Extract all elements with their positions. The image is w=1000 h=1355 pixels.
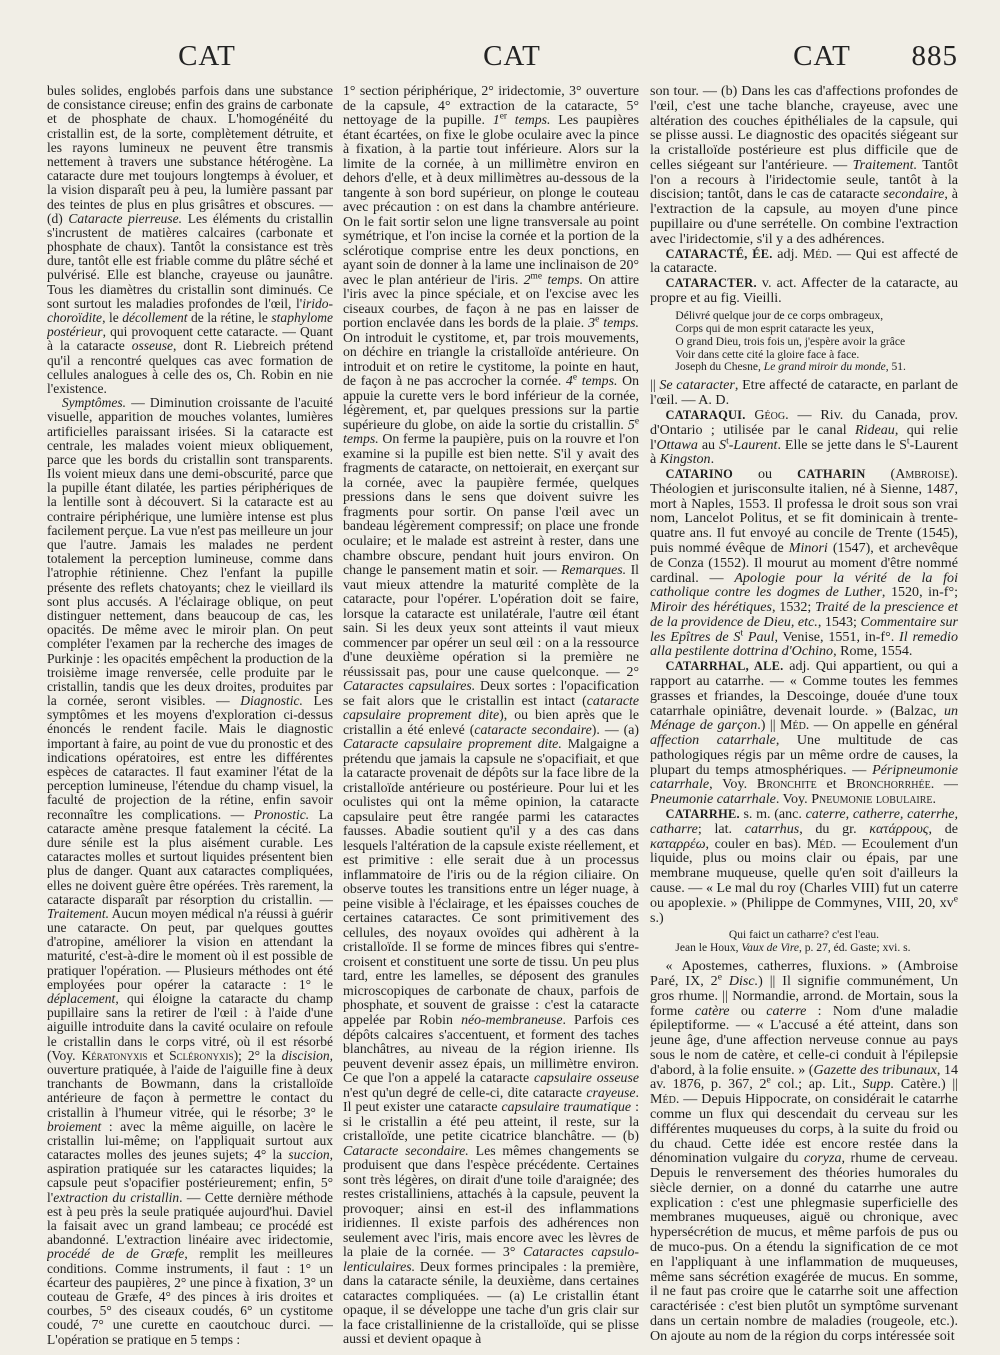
text-run: Tantôt l'on a recours à l'iridectomie seule, tantôt à la discision; tantôt, dans le cas de cataracte: [650, 156, 958, 203]
text-run: , Venise, 1551, in-f°.: [774, 628, 900, 645]
text-run: , 14 av. 1876, p. 367, 2: [650, 1061, 958, 1093]
small-caps-run: Scléronyxis: [169, 1047, 234, 1063]
verse-quote: [675, 310, 958, 375]
text-run: , à l'extraction de la capsule, au moyen d'une pince pupillaire ou d'une serrételle. On combine l'extraction avec l'iridectomie, s'il y a des adhérences.: [650, 186, 958, 247]
italic-run: cataracte capsulaire proprement dite: [343, 692, 639, 723]
headword: CATARRHAL, ALE.: [665, 659, 784, 674]
small-caps-run: Méd.: [802, 245, 833, 262]
text-run: 1° section périphérique, 2° iridectomie, 3° ouverture de la capsule, 4° extraction de la cataracte, 5° nettoyage de la pupille.: [343, 84, 639, 128]
italic-run: Minori: [788, 539, 828, 556]
text-run: ou: [733, 466, 798, 483]
text-run: , du gr.: [799, 820, 870, 837]
text-run: , p. 27, éd. Gaste; xvi. s.: [799, 942, 911, 955]
text-run: , qui provoquent cette cataracte. — Quant à la cataracte: [47, 324, 333, 354]
text-run: n'est qu'un degré de celle-ci, dite cataracte: [343, 1084, 587, 1100]
text-run: — Qui est affecté de la cataracte.: [650, 245, 958, 277]
text-run: Il vaut mieux attendre la maturité complète de la cataracte, pour l'opérer. L'opération doit se faire, lorsque la cataracte est unilatérale, l'autre œil étant sain. Si les deux yeux sont atteints il vaut mieux commencer par opérer un seul œil : on a la ressource d'une deuxième opération si la première ne réussissait pas, pour une cause quelconque. — 2°: [343, 562, 639, 679]
text-run: . Elle se jette dans le S: [777, 436, 907, 453]
italic-run: déplacement: [47, 991, 116, 1006]
italic-run: Le grand miroir du monde: [763, 361, 886, 374]
text-run: . —: [930, 776, 958, 793]
italic-run: 2: [523, 271, 531, 287]
italic-run: 4: [565, 373, 573, 389]
text-run: Joseph du Chesne,: [675, 361, 764, 374]
text-run: -Laurent à: [650, 436, 958, 468]
italic-run: Symptômes.: [61, 395, 127, 411]
text-run: — Riv. du Canada, prov. d'Ontario ; utilisée par le canal: [650, 406, 958, 438]
entry-paragraph: [650, 467, 958, 659]
superscript: e: [717, 971, 722, 983]
text-run: « Apostemes, catherres, fluxions. » (Ambroise Paré, IX, 2: [650, 958, 958, 989]
text-run: au: [697, 436, 720, 453]
italic-run: κατάρρους: [869, 820, 929, 837]
verse-line: Voir dans cette cité la gloire face à face.: [675, 348, 860, 361]
headword: CATARRHE.: [665, 807, 740, 822]
italic-run: affection catarrhale: [650, 732, 776, 749]
italic-run: 5: [627, 416, 635, 432]
text-run: , Etre affecté de cataracte, en parlant de l'œil. — A. D.: [650, 377, 958, 409]
italic-run: Supp.: [862, 1076, 895, 1093]
italic-run: procédé de de Græfe: [47, 1246, 185, 1262]
text-run: , dont R. Liebreich prétend qu'il a rencontré quelques cas avec formation de cellules analogues à celle des os, Ch. Robin en nie l'existence.: [47, 338, 333, 396]
text-run: , remplit les meilleures conditions. Comme instruments, il faut : 1° un écarteur des paupières, 2° une pince à fixation, 3° un couteau de Græfe, 4° des pinces à iris droites et courbes, 5° des ciseaux coudés, 6° un cystitome coudé, 7° une curette en caoutchouc durci. — L'opération se pratique en 5 temps :: [47, 1246, 333, 1346]
italic-run: catarrhus: [744, 820, 800, 837]
text-run: , 1543;: [817, 613, 861, 630]
verse-line: Qui faict un catharre? c'est l'eau.: [728, 929, 880, 942]
italic-run: Commentaire sur les Epîtres de S: [650, 613, 958, 645]
superscript: e: [572, 372, 577, 383]
text-run: Malgaigne a prétendu que jamais la capsule ne s'opacifiait, et que la cataracte provenait de dépôts sur la face libre de la cristalloïde antérieure ou postérieure. Pour lui et les oculistes qui ont la même opinion, la cataracte capsulaire peut être rangée parmi les cataractes fausses. Abadie soutient qu'il y a des cas dans lesquels l'altération de la capsule existe réellement, et est primitive : elle serait due à un processus inflammatoire de l'iris ou de la région ciliaire. On observe toutes les transitions entre un léger nuage, à peine visible à l'éclairage, et les épaisses couches de certaines cataractes. Ce sont primitivement des cellules, des noyaux ovoïdes qui adhèrent à la cristalloïde. Il se forme de minces fibres qui s'entre-croisent et constituent une sorte de tissu. Un peu plus tard, entre les lamelles, se déposent des granules microscopiques de carbonate de chaux, parfois de phosphate, et souvent de graisse : c'est la cataracte appelée par Robin: [343, 736, 639, 1027]
italic-run: catère: [694, 1002, 730, 1019]
italic-run: osseuse: [131, 338, 173, 354]
italic-run: temps.: [599, 315, 639, 331]
verse-line: Délivré quelque jour de ce corps ombrageux,: [675, 309, 884, 322]
italic-run: discision: [281, 1047, 330, 1063]
entry-paragraph: [47, 84, 333, 396]
text-run: Les paupières étant écartées, on fixe le globe oculaire avec la pince à fixation, à la partie tout inférieure. Alors sur la limite de la cornée, à un millimètre environ en dehors d'elle, et à deux millimètres au-dessous de la tangente à son bord supérieur, on plonge le couteau avec précaution : on est dans la chambre antérieure. On le fait sortir selon une ligne transversale au point symétrique, et l'on incise la cornée et la portion de la sclérotique comprise entre les deux ponctions, en ayant soin de donner à la lame une inclinaison de 20° avec le plan antérieur de l'iris.: [343, 112, 639, 287]
text-run: On appuie la curette vers le bord inférieur de la cornée, légèrement, et, par quelques pressions sur la partie supérieure du globe, on aide la sortie du cristallin.: [343, 373, 639, 432]
text-column-1: [47, 84, 333, 1346]
text-run: bules solides, englobés parfois dans une substance de consistance cireuse; enfin des grains de carbonate et de phosphate de chaux. L'homogénéité du cristallin est, de la sorte, complètement détruite, et les rayons lumineux ne peuvent être transmis nettement à travers une substance hétérogène. La cataracte dure met toujours longtemps à évoluer, et la vision disparaît peu à peu, la lumière passant par des teintes de plus en plus grisâtres et obscures. — (d): [47, 84, 333, 226]
italic-run: καταρρέω: [650, 835, 706, 852]
text-column-2: [343, 84, 639, 1346]
headword: CATARAQUI.: [665, 407, 746, 422]
text-run: , couler en bas).: [705, 835, 807, 852]
italic-run: crayeuse: [586, 1084, 636, 1100]
headword: CATARACTER.: [665, 276, 757, 291]
text-run: s. m. (anc.: [739, 806, 806, 823]
italic-run: Cataracte capsulaire proprement dite.: [343, 736, 562, 752]
italic-run: néo-membraneuse: [461, 1012, 563, 1027]
italic-run: broiement: [47, 1118, 102, 1134]
superscript: e: [634, 416, 639, 427]
text-run: et: [816, 776, 847, 793]
text-run: adj. Qui appartient, ou qui a rapport au catarrhe. — « Comme toutes les femmes grasses et friandes, la Descoinge, douée d'une toux catarrhale opiniâtre, devenait lourde. » (Balzac,: [650, 658, 958, 719]
italic-run: S: [719, 436, 727, 453]
text-run: . — Cette dernière méthode est à peu près la seule pratiquée aujourd'hui. Daviel la faisait avec un grand lambeau; ce procédé est abandonné. L'extraction linéaire avec iridectomie,: [47, 1189, 333, 1248]
text-run: , le: [102, 310, 123, 325]
italic-run: un Ménage de garçon: [650, 702, 958, 734]
text-run: — On appelle en général: [809, 717, 958, 734]
small-caps-run: Bronchorrhée: [846, 776, 931, 793]
running-head-left: CAT: [178, 40, 236, 72]
text-run: ); 2° la: [233, 1047, 282, 1063]
text-run: Les symptômes et les moyens d'exploration ci-dessus énoncés le rendent facile. Mais le diagnostic important à faire, au point de vue du pronostic et des indications opératoires, est entre les différentes espèces de cataractes. Il faut examiner l'état de la perception lumineuse, l'étendue du champ visuel, la faculté de projection de la rétine, enfin savoir reconnaître les complications. —: [47, 693, 333, 822]
headword: CATARINO: [665, 467, 734, 482]
small-caps-run: Kératonyxis: [81, 1047, 148, 1063]
text-run: . Il peut exister une cataracte: [343, 1084, 639, 1115]
italic-run: temps.: [577, 373, 618, 389]
small-caps-run: Méd.: [806, 835, 837, 852]
page-number: 885: [911, 40, 958, 72]
entry-paragraph: [650, 807, 958, 925]
text-run: , qui relie l': [650, 421, 958, 453]
text-run: Les éléments du cristallin s'incrustent de matières calcaires (carbonate et phosphate de chaux). Tantôt la consistance est très dure, tantôt elle est friable comme du plâtre séché et pulvérisé. Elle est blanche, crayeuse ou jaunâtre. Tous les diamètres du cristallin sont diminués. Ce sont surtout les maladies profondes de l'œil, l': [47, 210, 333, 311]
small-caps-run: Bronchite: [756, 776, 817, 793]
text-run: (: [865, 466, 896, 483]
superscript: t: [726, 434, 729, 446]
text-run: Jean le Houx,: [675, 942, 742, 955]
text-run: , aspiration pratiquée sur les cataractes liquides; la capsule peut s'opacifier postérieurement; enfin, 5° l': [47, 1147, 333, 1205]
entry-paragraph: [343, 84, 639, 1346]
text-run: .: [932, 791, 937, 808]
entry-paragraph: [650, 378, 958, 408]
text-run: Deux formes principales : la première, dans la cataracte sénile, la deuxième, dans certaines cataractes compliquées. — (a) Le cristallin étant opaque, il se développe une tache d'un gris clair sur la face cristallinienne de la cristalloïde, qui se plisse aussi et devient opaque à: [343, 1258, 639, 1346]
text-run: ) || Il signifie communément, Un gros rhume. || Normandie, arrond. de Mortain, sous la forme: [650, 972, 958, 1019]
text-run: — Depuis Hippocrate, on considérait le catarrhe comme un flux qui descendait du cerveau sur les différentes muqueuses du corps, à la suite du froid ou du chaud. Cette idée est encore restée dans la dénomination vulgaire du: [650, 1091, 958, 1167]
text-run: ou: [729, 1002, 767, 1019]
verse-line: Corps qui de mon esprit cataracte les yeux,: [675, 322, 874, 335]
superscript: t: [906, 434, 910, 446]
text-run: [722, 973, 729, 989]
text-run: .: [710, 451, 715, 468]
italic-run: Cataractes capsulo-lenticulaires.: [343, 1244, 639, 1274]
italic-run: -Laurent: [728, 436, 778, 453]
entry-paragraph: [650, 276, 958, 306]
text-column-3: [650, 84, 958, 1346]
superscript: e: [953, 893, 958, 905]
text-run: , ouverture pratiquée, à l'aide de l'aiguille fine à deux tranchants de Bowmann, dans la cristalloïde antérieure de façon à permettre le contact du cristallin à l'humeur vitrée, qui le résorbe; 3° le: [47, 1047, 333, 1120]
italic-run: décollement: [122, 310, 188, 325]
text-run: col.; ap. Lit.,: [770, 1076, 863, 1093]
text-run: Aucun moyen médical n'a réussi à guérir une cataracte. On peut, par quelques gouttes d'atropine, améliorer la vision en attendant la maturité, c'est-à-dire le moment où il est possible de pratiquer l'opération. — Plusieurs méthodes ont été employées pour opérer la cataracte : 1° le: [47, 905, 333, 992]
superscript: e: [766, 1074, 771, 1086]
superscript: e: [595, 314, 600, 325]
text-run: , de: [928, 820, 958, 837]
text-run: , Voy.: [709, 776, 757, 793]
italic-run: extraction du cristallin: [53, 1189, 180, 1205]
italic-run: staphylome postérieur: [47, 310, 333, 340]
italic-run: Rideau: [854, 421, 895, 438]
text-run: Deux sortes : l'opacification se fait alors que le cristallin est intact (: [343, 678, 639, 708]
entry-paragraph: [650, 959, 958, 1343]
italic-run: temps.: [542, 271, 584, 287]
text-run: On introduit le cystitome, et, par trois mouvements, on déchire en triangle la cristalloïde antérieure. On introduit et on retire le cystitome, la pointe en haut, de façon à ne pas accrocher la cornée.: [343, 329, 639, 389]
italic-run: secondaire: [883, 186, 945, 203]
running-head-right: CAT: [793, 40, 851, 72]
italic-run: Disc.: [728, 972, 759, 989]
italic-run: caterre, catherre, caterrhe, catharre: [650, 806, 958, 837]
italic-run: Apologie pour la vérité de la foi catholique contre les dogmes de Luther: [650, 569, 958, 601]
italic-run: temps.: [343, 431, 379, 447]
italic-run: coryza: [804, 1150, 842, 1167]
text-run: ). — (a): [591, 721, 639, 737]
text-run: , rhume de cerveau. Depuis le renversement des théories humorales du siècle dernier, on a donné du catarrhe une autre explication : c'est une phlegmasie superficielle des membranes muqueuses, aiguë ou chronique, avec hypersécrétion de mucus, et même parfois de pus ou de muco-pus. On a étendu la signification de ce mot en l'appliquant à une inflammation de muqueuses, même sans sécrétion exagérée de mucus. En somme, il ne faut pas croire que le catarrhe soit une affection caractérisée : c'est bien plutôt un symptôme survenant dans un certain nombre de maladies (rougeole, etc.). On ajoute au nom de la région du corps intéressée soit: [650, 1150, 958, 1344]
text-run: v. act. Affecter de la cataracte, au propre et au fig. Vieilli.: [650, 275, 958, 306]
text-run: ), ou bien après que le cristallin a été enlevé (: [343, 707, 639, 737]
entry-paragraph: [650, 84, 958, 247]
italic-run: Cataracte pierreuse.: [68, 210, 183, 226]
text-run: — Ecoulement d'un liquide, plus ou moins clair ou épais, par une membrane muqueuse, quelle qu'en soit d'ailleurs la cause. — « Le mal du roy (Charles VIII) fut un caterre ou apoplexie. » (Philippe de Commynes, VIII, 20, xv: [650, 835, 958, 911]
small-caps-run: Méd.: [650, 1091, 680, 1108]
text-run: ; lat.: [697, 820, 745, 837]
text-run: : si le cristallin a été peu atteint, il reste, sur la cristalloïde, une petite cicatrice blanchâtre. — (b): [343, 1099, 639, 1144]
superscript: er: [499, 111, 507, 122]
text-run: , qui éloigne la cataracte du champ pupillaire sans la retirer de l'œil : à l'aide d'une aiguille introduite dans la cavité oculaire on refoule le cristallin dans le corps vitré, où il est résorbé (Voy.: [47, 991, 333, 1063]
text-run: adj.: [772, 245, 803, 262]
italic-run: Se cataracter: [659, 377, 735, 394]
italic-run: Ottawa: [656, 436, 698, 453]
text-run: ). Théologien et jurisconsulte italien, né à Sienne, 1487, mort à Naples, 1553. Il professa le droit sous son vrai nom, Lancelot Politus, et se fit dominicain à trente-quatre ans. Il fut envoyé au concile de Trente (1545), puis nommé évêque de: [650, 466, 958, 556]
text-run: , 1520, in-f°;: [881, 584, 958, 601]
text-run: ||: [650, 377, 660, 394]
headword: CATHARIN: [797, 467, 866, 482]
italic-run: Diagnostic.: [240, 693, 303, 709]
italic-run: Vaux de Vire: [741, 942, 799, 955]
small-caps-run: Méd.: [779, 717, 810, 734]
entry-paragraph: [650, 247, 958, 277]
italic-run: Remarques.: [560, 562, 627, 578]
italic-run: Traitement.: [47, 905, 109, 921]
italic-run: Cataracte secondaire.: [343, 1142, 469, 1158]
text-run: On attire l'iris avec la pince spéciale, et on l'excise avec les ciseaux courbes, de façon à ne pas en laisser de portion enclavée dans les bords de la plaie.: [343, 271, 639, 331]
text-run: On ferme la paupière, puis on la rouvre et l'on examine si la pupille est bien nette. S'il y avait des fragments de cataracte, on nettoierait, en exerçant sur la cornée, avec la paupière fermée, quelques pressions dans le sens que doivent suivre les fragments pour sortir. On panse l'œil avec un bandeau légèrement compressif; on place une fronde oculaire; et le malade est astreint à rester, dans une chambre obscure, pendant huit jours environ. On change le pansement matin et soir. —: [343, 431, 639, 578]
small-caps-run: Pneumonie lobulaire: [811, 791, 933, 808]
text-run: : Nom d'une maladie épileptiforme. — « L'accusé a été atteint, dans son jeune âge, d'une affection nerveuse connue au pays sous le nom de catère, et celle-ci conduit à l'épilepsie d'abord, à la folie ensuite. » (: [650, 1002, 958, 1078]
text-run: — Diminution croissante de l'acuité visuelle, apparition de mouches volantes, lumières artificielles paraissant irisées. Si la cataracte est centrale, les malades voient mieux obliquement, parce que les bords du cristallin sont transparents. Ils voient mieux dans une demi-obscurité, parce que la pupille étant dilatée, les parties périphériques de la lentille sont à découvert. Si la cataracte est au contraire périphérique, une lumière intense est plus facilement perçue. La vue n'est pas meilleure un jour que l'autre. Jamais les malades ne perdent totalement la perception lumineuse, comme dans l'atrophie rétinienne. Chez l'enfant la pupille présente des reflets chatoyants; chez le vieillard ils sont plus accusés. A l'éclairage oblique, on peut distinguer nettement, dans beaucoup de cas, les opacités. De même avec le miroir plan. On peut compléter l'examen par la recherche des images de Purkinje : les opacités empêchent la production de la troisième image renversée, celle produite par le cristallin, tandis que les deux droites, produites par la cornée, seront visibles. —: [47, 395, 333, 709]
text-run: : avec la même aiguille, on lacère le cristallin lui-même; on l'appliquait surtout aux cataractes molles des jeunes sujets; 4° la: [47, 1118, 333, 1163]
verse-quote: [675, 929, 958, 955]
entry-paragraph: [650, 659, 958, 807]
italic-run: Gazette des tribunaux: [813, 1061, 937, 1078]
text-run: , Rome, 1554.: [833, 643, 913, 660]
text-run: s.): [650, 909, 664, 926]
italic-run: Péripneumonie catarrhale: [650, 761, 958, 793]
italic-run: 3: [588, 315, 596, 331]
entry-paragraph: [650, 408, 958, 467]
text-run: et: [147, 1047, 170, 1063]
text-run: Les mêmes changements se produisent que dans l'espèce précédente. Certaines sont très légères, on dirait d'une toile d'araignée; des restes cristalliniens, attachés à la capsule, peuvent la provoquer; ainsi en est-il des inflammations iridiennes. Il existe parfois des adhérences non seulement avec l'iris, mais encore avec les lèvres de la plaie de la cornée. — 3°: [343, 1142, 639, 1260]
headword: CATARACTÉ, ÉE.: [665, 246, 773, 261]
quote-attribution: [675, 942, 958, 955]
text-run: de la rétine, le: [187, 310, 272, 325]
italic-run: capsulaire traumatique: [501, 1099, 632, 1115]
text-run: son tour. — (b) Dans les cas d'affections profondes de l'œil, c'est une tache blanche, crayeuse, avec une altération des couches épithéliales de la capsule, qui se plisse aussi. Le diagnostic des opacités siégeant sur la cristalloïde postérieure est plus difficile que de celles siégeant sur l'antérieure. —: [650, 84, 958, 173]
italic-run: Miroir des hérétiques: [650, 599, 772, 616]
superscript: t: [740, 626, 744, 638]
verse-line: O grand Dieu, trois fois un, j'espère avoir la grâce: [675, 335, 906, 348]
italic-run: Il remedio alla pestilente dottrina d'Ochino: [650, 628, 958, 660]
italic-run: Traitement.: [852, 156, 918, 173]
text-run: , 1532;: [771, 599, 816, 616]
text-run: . Parfois ces dépôts calcaires s'accentuent, et forment des taches blanchâtres, au niveau de la région irienne. Ils peuvent devenir assez épais, un millimètre environ. Ce que l'on a appelé la cataracte: [343, 1012, 639, 1086]
italic-run: irido-choroïdite: [47, 295, 333, 325]
italic-run: Pronostic.: [253, 806, 310, 822]
italic-run: Pneumonie catarrhale: [650, 791, 776, 808]
small-caps-run: Ambroise: [895, 466, 950, 483]
text-run: La cataracte amène presque fatalement la cécité. La dure sénile est la plus aisément curable. Les cataractes molles et surtout liquides présentent bien plus de danger. Quant aux cataractes compliquées, elles ne doivent guère être opérées. Très rarement, la cataracte disparaît par résorption du cristallin. —: [47, 806, 333, 907]
text-run: (1547), et archevêque de Conza (1552). Il mourut au moment d'être nommé cardinal. —: [650, 539, 958, 586]
small-caps-run: Géog.: [754, 406, 789, 423]
text-run: , 51.: [885, 361, 906, 374]
text-run: . Voy.: [775, 791, 812, 808]
italic-run: Cataractes capsulaires.: [343, 678, 476, 694]
entry-paragraph: [47, 396, 333, 1346]
superscript: me: [530, 271, 543, 282]
italic-run: capsulaire osseuse: [533, 1070, 639, 1086]
running-head-center: CAT: [483, 40, 541, 72]
text-run: .) ||: [757, 717, 780, 734]
quote-attribution: [675, 361, 958, 374]
italic-run: Kingston: [659, 451, 711, 468]
italic-run: succion: [288, 1147, 330, 1163]
text-run: Catère.) ||: [894, 1076, 958, 1093]
italic-run: temps.: [506, 112, 551, 128]
italic-run: 1: [492, 112, 500, 128]
italic-run: Paul: [743, 628, 775, 645]
italic-run: cataracte secondaire: [474, 721, 592, 737]
italic-run: Traité de la prescience et de la providence de Dieu, etc.: [650, 599, 958, 630]
italic-run: caterre: [766, 1002, 807, 1019]
text-run: , Une multitude de cas pathologiques régis par un même ordre de causes, la plupart du temps atmosphériques. —: [650, 732, 958, 778]
